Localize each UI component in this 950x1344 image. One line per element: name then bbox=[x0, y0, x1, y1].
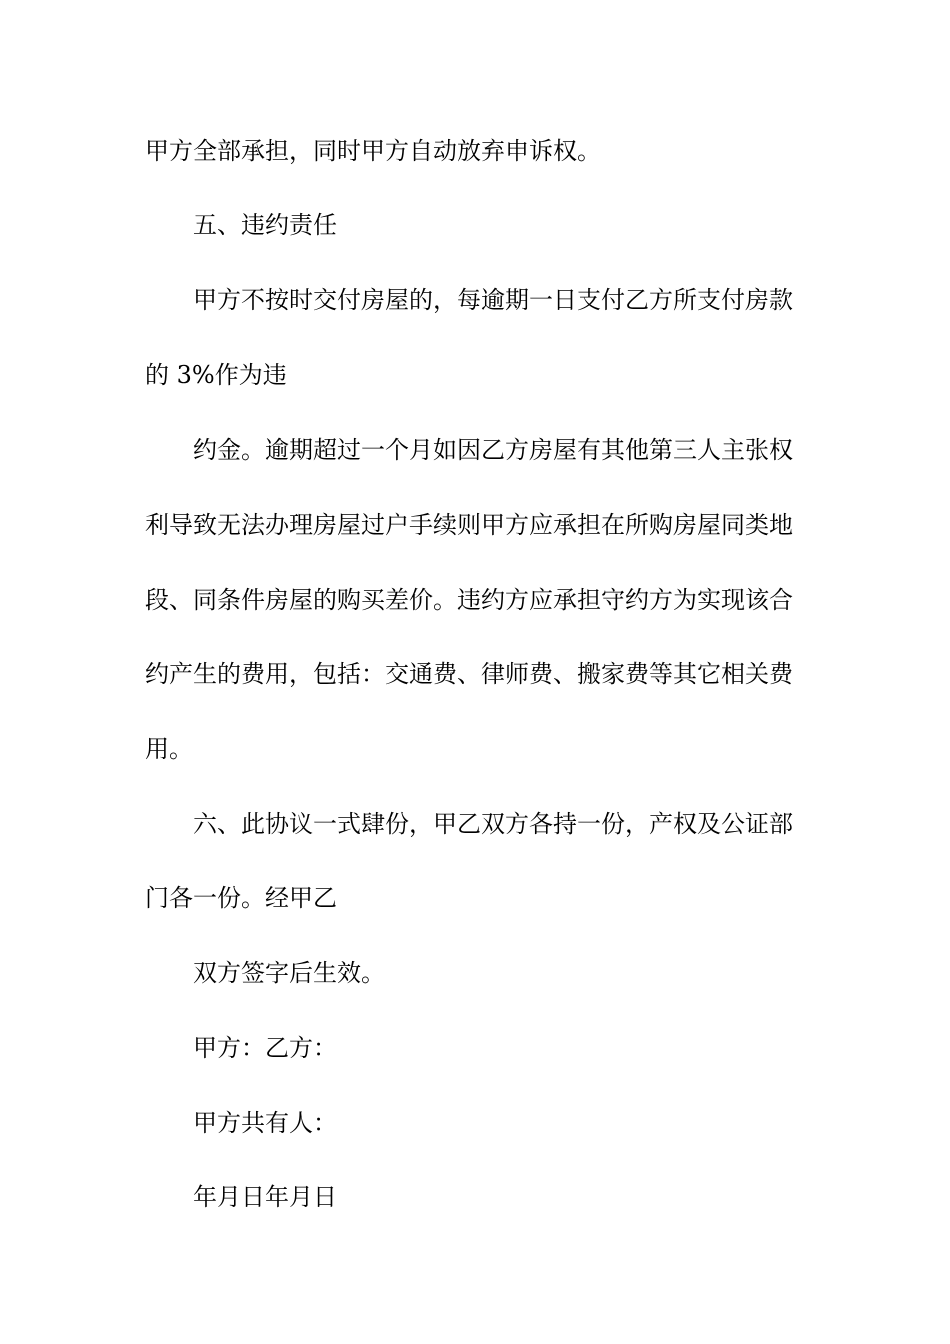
section-heading-breach: 五、违约责任 bbox=[193, 211, 337, 239]
text-line-1: 甲方全部承担，同时甲方自动放弃申诉权。 bbox=[145, 137, 601, 165]
text-line-9: 用。 bbox=[145, 735, 193, 763]
text-line-3: 甲方不按时交付房屋的，每逾期一日支付乙方所支付房款 bbox=[193, 286, 793, 314]
date-line: 年月日年月日 bbox=[193, 1183, 337, 1211]
signature-parties-line: 甲方：乙方： bbox=[193, 1034, 337, 1062]
text-line-12: 双方签字后生效。 bbox=[193, 959, 385, 987]
text-line-7: 段、同条件房屋的购买差价。违约方应承担守约方为实现该合 bbox=[145, 586, 793, 614]
text-line-8: 约产生的费用，包括：交通费、律师费、搬家费等其它相关费 bbox=[145, 660, 793, 688]
text-line-11: 门各一份。经甲乙 bbox=[145, 884, 337, 912]
section-heading-copies: 六、此协议一式肆份，甲乙双方各持一份，产权及公证部 bbox=[193, 810, 793, 838]
text-line-5: 约金。逾期超过一个月如因乙方房屋有其他第三人主张权 bbox=[193, 436, 793, 464]
text-line-6: 利导致无法办理房屋过户手续则甲方应承担在所购房屋同类地 bbox=[145, 511, 793, 539]
text-line-4: 的 3%作为违 bbox=[145, 361, 287, 389]
co-owner-line: 甲方共有人： bbox=[193, 1109, 337, 1137]
